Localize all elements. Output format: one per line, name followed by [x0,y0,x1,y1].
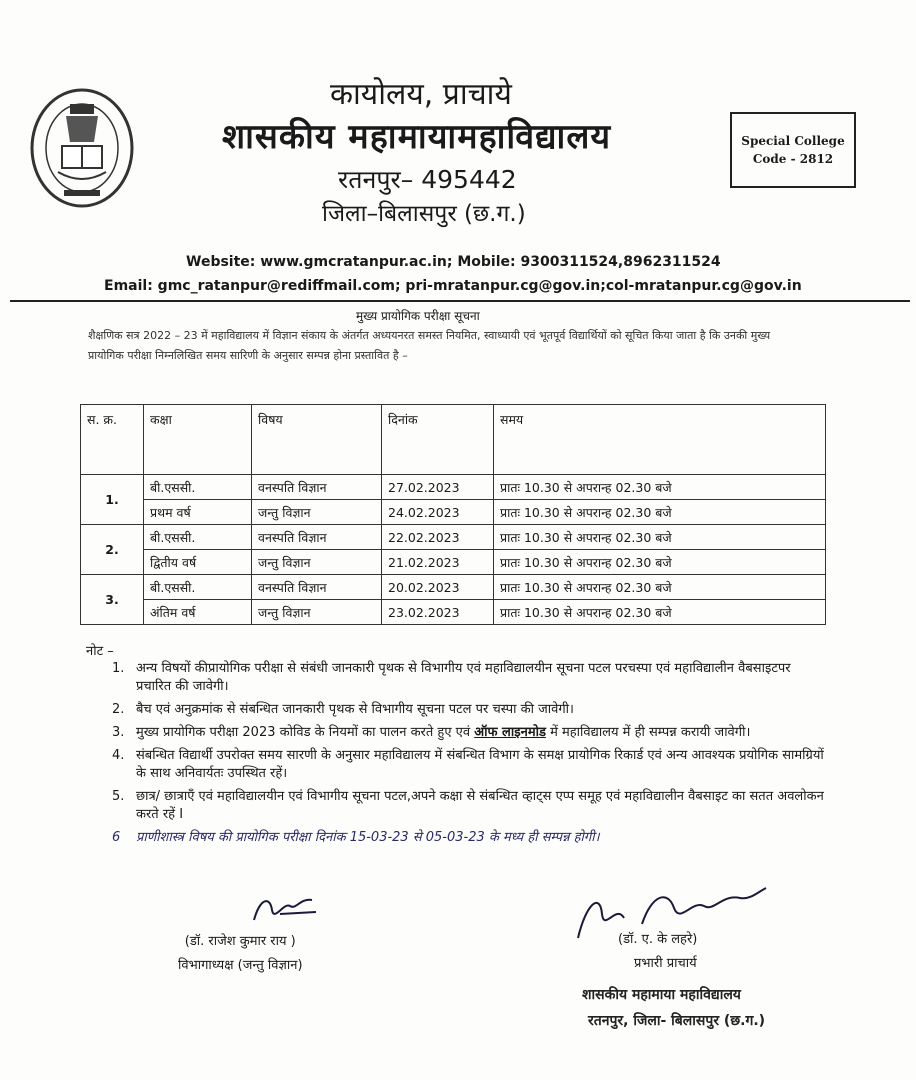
row-date: 20.02.2023 [382,575,494,600]
row-class-line2: द्वितीय वर्ष [144,550,252,575]
note-text: प्राणीशास्त्र विषय की प्रायोगिक परीक्षा दिनांक 15-03-23 से 05-03-23 के मध्य ही सम्पन्न होगी। [136,830,600,845]
row-time: प्रातः 10.30 से अपरान्ह 02.30 बजे [494,600,826,625]
row-date: 22.02.2023 [382,525,494,550]
note-text: में महाविद्यालय में ही सम्पन्न करायी जावेगी। [550,725,751,740]
table-row [81,475,826,500]
note-text: अन्य विषयों कीप्रायोगिक परीक्षा से संबंधी जानकारी पृथक से विभागीय एवं महाविद्यालयीन सूचना पटल परचस्पा एवं महाविद्यालीन वैबसाइटपर प्रचारित की जावेगी। [136,661,791,694]
header-divider [10,300,910,302]
principal-signature-block [608,928,697,976]
list-item-handwritten [112,829,824,847]
note-number: 2. [112,702,125,717]
row-date: 24.02.2023 [382,500,494,525]
row-subject: जन्तु विज्ञान [252,600,382,625]
hod-name: (डॉ. राजेश कुमार राय ) [184,934,296,949]
college-code-box [730,112,856,188]
note-text: बैच एवं अनुक्रमांक से संबन्धित जानकारी पृथक से विभागीय सूचना पटल पर चस्पा की जावेगी। [136,702,574,717]
college-seal [582,982,765,1034]
row-time: प्रातः 10.30 से अपरान्ह 02.30 बजे [494,475,826,500]
list-item [112,788,824,824]
college-logo [28,86,136,214]
row-subject: वनस्पति विज्ञान [252,575,382,600]
table-row [81,575,826,600]
hod-signature-icon [250,892,320,932]
list-item [112,747,824,783]
row-date: 23.02.2023 [382,600,494,625]
college-name: शासकीय महामायामहाविद्यालय [222,117,612,157]
row-subject: जन्तु विज्ञान [252,500,382,525]
row-time: प्रातः 10.30 से अपरान्ह 02.30 बजे [494,525,826,550]
row-subject: वनस्पति विज्ञान [252,475,382,500]
table-row [81,550,826,575]
notes-list [112,660,824,852]
website-line: Website: www.gmcratanpur.ac.in; Mobile: 9300311524,8962311524 [186,254,721,270]
email-line: Email: gmc_ratanpur@rediffmail.com; pri-mratanpur.cg@gov.in;col-mratanpur.cg@gov.in [104,278,802,294]
principal-name: (डॉ. ए. के लहरे) [618,932,698,947]
seal-line2: रतनपुर, जिला- बिलासपुर (छ.ग.) [588,1013,766,1029]
row-subject: जन्तु विज्ञान [252,550,382,575]
notice-intro: शैक्षणिक सत्र 2022 – 23 में महाविद्यालय में विज्ञान संकाय के अंतर्गत अध्ययनरत समस्त नियमित, स्वाध्यायी एवं भूतपूर्व विद्यार्थियों को सूचित किया जाता है कि उनकी मुख्य प्रायोगिक परीक्षा निम्नलिखित समय सारिणी के अनुसार सम्पन्न होना प्रस्तावित है – [88,329,771,362]
note-text: छात्र/ छात्राएँ एवं महाविद्यालयीन एवं विभागीय सूचना पटल,अपने कक्षा से संबन्धित व्हाट्स एप्प समूह एवं महाविद्यालीन वैबसाइट का सतत अवलोकन करते रहें I [136,789,824,822]
hod-signature-block [178,930,303,978]
row-class-line1: बी.एससी. [144,575,252,600]
row-date: 27.02.2023 [382,475,494,500]
table-row [81,600,826,625]
table-row [81,525,826,550]
table-header-row [81,405,826,475]
college-city: रतनपुर– 495442 [338,165,517,194]
note-number: 5. [112,789,125,804]
exam-schedule-table [80,404,826,625]
row-class-line1: बी.एससी. [144,475,252,500]
note-offline-mode: ऑफ लाइनमोड [474,725,546,740]
row-date: 21.02.2023 [382,550,494,575]
list-item [112,660,824,696]
hod-title: विभागाध्यक्ष (जन्तु विज्ञान) [178,958,303,973]
note-number: 3. [112,725,125,740]
code-line2: Code - 2812 [752,152,834,166]
row-time: प्रातः 10.30 से अपरान्ह 02.30 बजे [494,575,826,600]
row-time: प्रातः 10.30 से अपरान्ह 02.30 बजे [494,550,826,575]
col-header-date: दिनांक [382,405,494,475]
table-row [81,500,826,525]
col-header-time: समय [494,405,826,475]
row-subject: वनस्पति विज्ञान [252,525,382,550]
col-header-class: कक्षा [144,405,252,475]
seal-line1: शासकीय महामाया महाविद्यालय [582,987,741,1003]
list-item [112,701,824,719]
row-sn: 2. [81,525,144,575]
col-header-subject: विषय [252,405,382,475]
college-district: जिला–बिलासपुर (छ.ग.) [322,201,526,227]
principal-title: प्रभारी प्राचार्य [634,956,697,971]
note-number: 6 [112,830,121,845]
note-number: 4. [112,748,125,763]
row-class-line2: प्रथम वर्ष [144,500,252,525]
code-line1: Special College [741,134,845,148]
row-time: प्रातः 10.30 से अपरान्ह 02.30 बजे [494,500,826,525]
row-sn: 1. [81,475,144,525]
notice-subject: मुख्य प्रायोगिक परीक्षा सूचना [356,309,480,323]
list-item [112,724,824,742]
note-text: संबन्धित विद्यार्थी उपरोक्त समय सारणी के अनुसार महाविद्यालय में संबन्धित विभाग के समक्ष प्रायोगिक रिकार्ड एवं अन्य आवश्यक प्रयोगिक सामग्रियों के साथ अनिवार्यतः उपस्थित रहें। [136,748,824,781]
col-header-sn: स. क्र. [81,405,144,475]
row-class-line1: बी.एससी. [144,525,252,550]
notes-heading: नोट – [86,644,114,659]
office-heading: कायोलय, प्राचाये [330,77,512,112]
note-number: 1. [112,661,125,676]
row-class-line2: अंतिम वर्ष [144,600,252,625]
row-sn: 3. [81,575,144,625]
note-text: मुख्य प्रायोगिक परीक्षा 2023 कोविड के नियमों का पालन करते हुए एवं [136,725,471,740]
